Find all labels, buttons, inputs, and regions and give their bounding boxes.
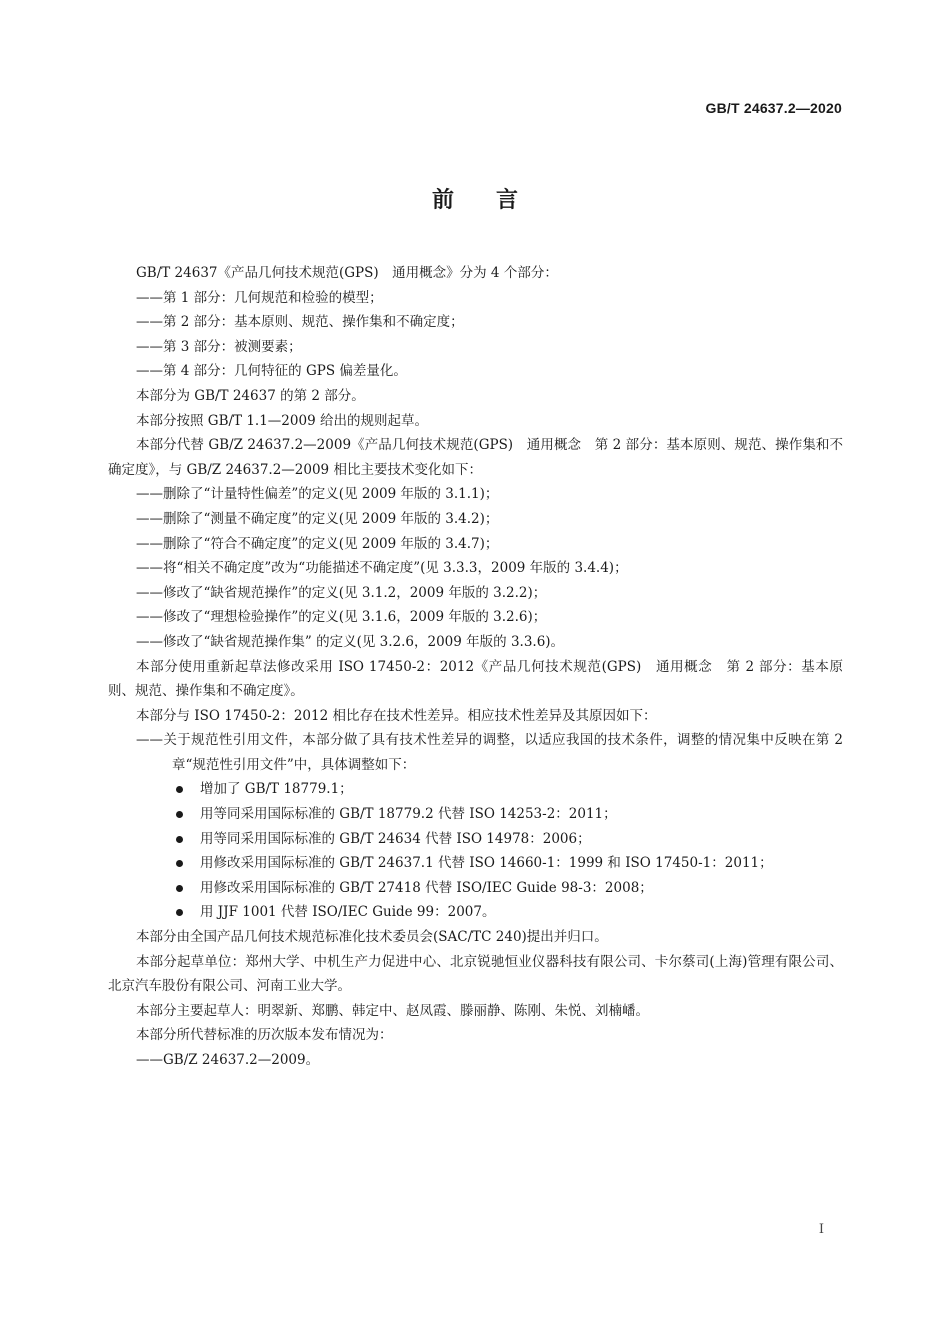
change-item-2: ——删除了“测量不确定度”的定义(见 2009 年版的 3.4.2)； (136, 510, 499, 527)
paragraph-differences: 本部分与 ISO 17450-2：2012 相比存在技术性差异。相应技术性差异及其原因如下： (136, 707, 657, 724)
bullet-item (108, 876, 843, 901)
bullet-item (108, 777, 843, 802)
bullet-text: 用修改采用国际标准的 GB/T 24637.1 代替 ISO 14660-1：1999 和 ISO 17450-1：2011； (200, 855, 773, 872)
paragraph-history: 本部分所代替标准的历次版本发布情况为： (136, 1027, 393, 1044)
bullet-item (108, 802, 843, 827)
part-item-2: ——第 2 部分：基本原则、规范、操作集和不确定度； (136, 314, 464, 331)
change-item-5: ——修改了“缺省规范操作”的定义(见 3.1.2，2009 年版的 3.2.2)； (136, 584, 547, 601)
bullet-dot-icon (176, 811, 183, 818)
bullet-text: 增加了 GB/T 18779.1； (200, 781, 353, 798)
paragraph-drafting-rules: 本部分按照 GB/T 1.1—2009 给出的规则起草。 (136, 412, 428, 429)
change-item-4: ——将“相关不确定度”改为“功能描述不确定度”(见 3.3.3，2009 年版的 3.4.4)； (136, 560, 628, 577)
page-number: I (818, 1222, 824, 1237)
paragraph-replaces: 本部分代替 GB/Z 24637.2—2009《产品几何技术规范(GPS) 通用概念 第 2 部分：基本原则、规范、操作集和不确定度》，与 GB/Z 24637.2—2009 相比主要技术变化如下： (108, 437, 843, 478)
standard-number-header: GB/T 24637.2—2020 (705, 100, 842, 116)
difference-item-references: ——关于规范性引用文件，本部分做了具有技术性差异的调整，以适应我国的技术条件，调整的情况集中反映在第 2 章“规范性引用文件”中，具体调整如下： (136, 732, 843, 773)
part-item-4: ——第 4 部分：几何特征的 GPS 偏差量化。 (136, 363, 407, 380)
bullet-text: 用修改采用国际标准的 GB/T 27418 代替 ISO/IEC Guide 98-3：2008； (200, 879, 653, 896)
bullet-item (108, 900, 843, 925)
bullet-dot-icon (176, 885, 183, 892)
bullet-text: 用等同采用国际标准的 GB/T 18779.2 代替 ISO 14253-2：2011； (200, 806, 617, 823)
foreword-body (108, 261, 843, 1073)
change-item-6: ——修改了“理想检验操作”的定义(见 3.1.6，2009 年版的 3.2.6)； (136, 609, 547, 626)
part-item-1: ——第 1 部分：几何规范和检验的模型； (136, 289, 383, 306)
bullet-text: 用等同采用国际标准的 GB/T 24634 代替 ISO 14978：2006； (200, 830, 591, 847)
paragraph-intro: GB/T 24637《产品几何技术规范(GPS) 通用概念》分为 4 个部分： (136, 265, 558, 281)
paragraph-drafters: 本部分主要起草人：明翠新、郑鹏、韩定中、赵凤霞、滕丽静、陈刚、朱悦、刘楠嶓。 (136, 1002, 649, 1019)
bullet-dot-icon (176, 836, 183, 843)
change-item-7: ——修改了“缺省规范操作集” 的定义(见 3.2.6，2009 年版的 3.3.6)。 (136, 633, 565, 650)
paragraph-drafting-units: 本部分起草单位：郑州大学、中机生产力促进中心、北京锐驰恒业仪器科技有限公司、卡尔蔡司(上海)管理有限公司、北京汽车股份有限公司、河南工业大学。 (108, 953, 843, 995)
change-item-3: ——删除了“符合不确定度”的定义(见 2009 年版的 3.4.7)； (136, 535, 499, 552)
bullet-item (108, 851, 843, 876)
change-item-1: ——删除了“计量特性偏差”的定义(见 2009 年版的 3.1.1)； (136, 486, 499, 503)
part-item-3: ——第 3 部分：被测要素； (136, 338, 302, 355)
page-title: 前言 (431, 188, 560, 213)
paragraph-part-of: 本部分为 GB/T 24637 的第 2 部分。 (136, 387, 365, 404)
bullet-item (108, 827, 843, 852)
paragraph-adoption: 本部分使用重新起草法修改采用 ISO 17450-2：2012《产品几何技术规范(GPS) 通用概念 第 2 部分：基本原则、规范、操作集和不确定度》。 (108, 658, 843, 700)
bullet-text: 用 JJF 1001 代替 ISO/IEC Guide 99：2007。 (200, 904, 496, 921)
history-item-1: ——GB/Z 24637.2—2009。 (136, 1052, 320, 1068)
paragraph-proposed-by: 本部分由全国产品几何技术规范标准化技术委员会(SAC/TC 240)提出并归口。 (136, 929, 608, 946)
